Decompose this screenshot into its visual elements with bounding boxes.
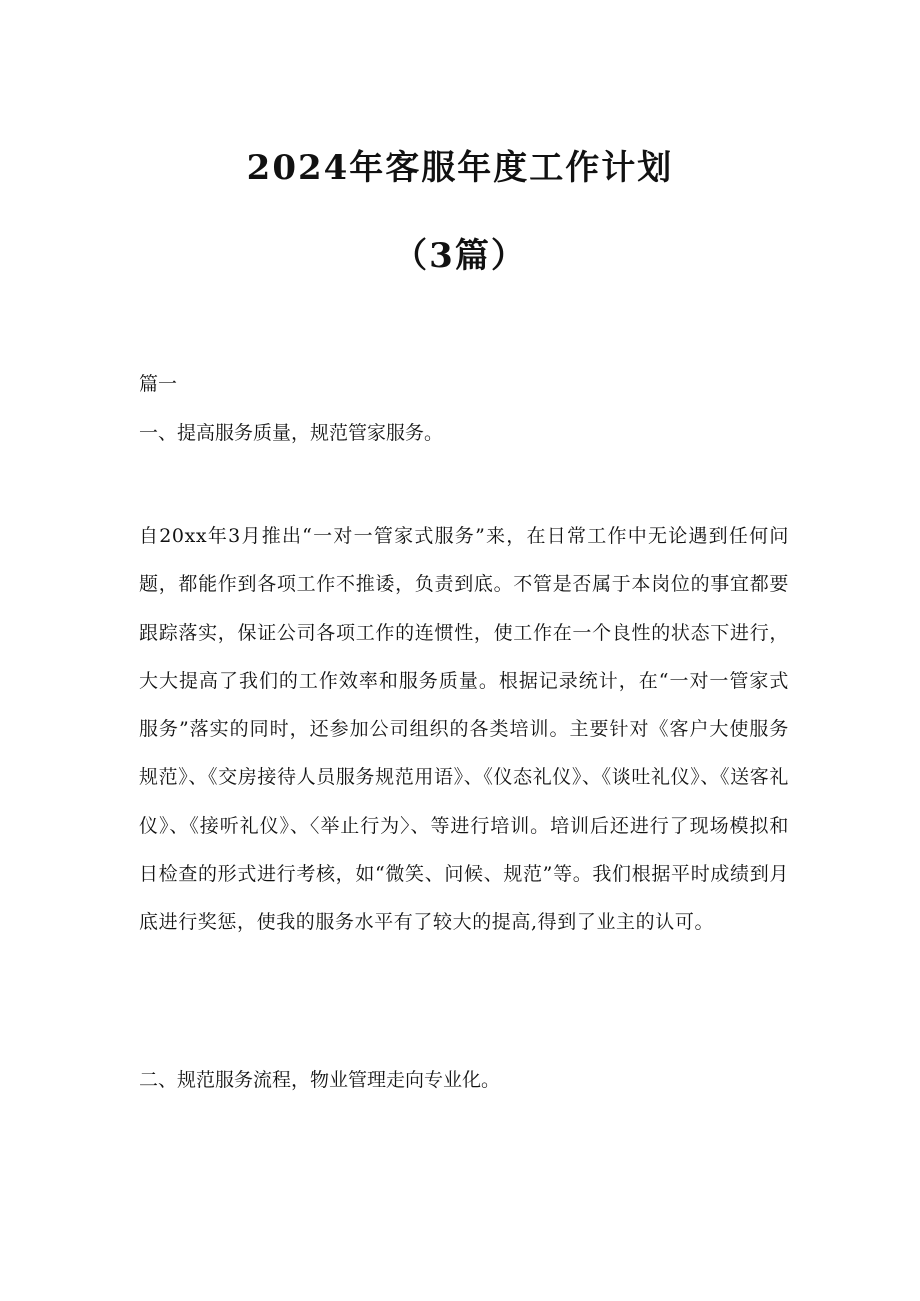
section-label: 篇一	[139, 373, 178, 395]
section-heading-1: 一、提高服务质量，规范管家服务。	[139, 422, 444, 444]
document-title: 2024年客服年度工作计划	[246, 148, 674, 188]
section-heading-2: 二、规范服务流程，物业管理走向专业化。	[139, 1069, 501, 1091]
body-paragraph: 自20xx年3月推出“一对一管家式服务”来，在日常工作中无论遇到任何问题，都能作到各项工作不推诿，负责到底。不管是否属于本岗位的事宜都要跟踪落实，保证公司各项工作的连惯性，使工作在一个良性的状态下进行，大大提高了我们的工作效率和服务质量。根据记录统计，在“一对一管家式服务”落实的同时，还参加公司组织的各类培训。主要针对《客户大使服务规范》、《交房接待人员服务规范用语》、《仪态礼仪》、《谈吐礼仪》、《送客礼仪》、《接听礼仪》、〈举止行为〉、等进行培训。培训后还进行了现场模拟和日检查的形式进行考核，如“微笑、问候、规范”等。我们根据平时成绩到月底进行奖惩，使我的服务水平有了较大的提高,得到了业主的认可。	[139, 525, 789, 934]
document-subtitle: （3篇）	[393, 236, 527, 276]
